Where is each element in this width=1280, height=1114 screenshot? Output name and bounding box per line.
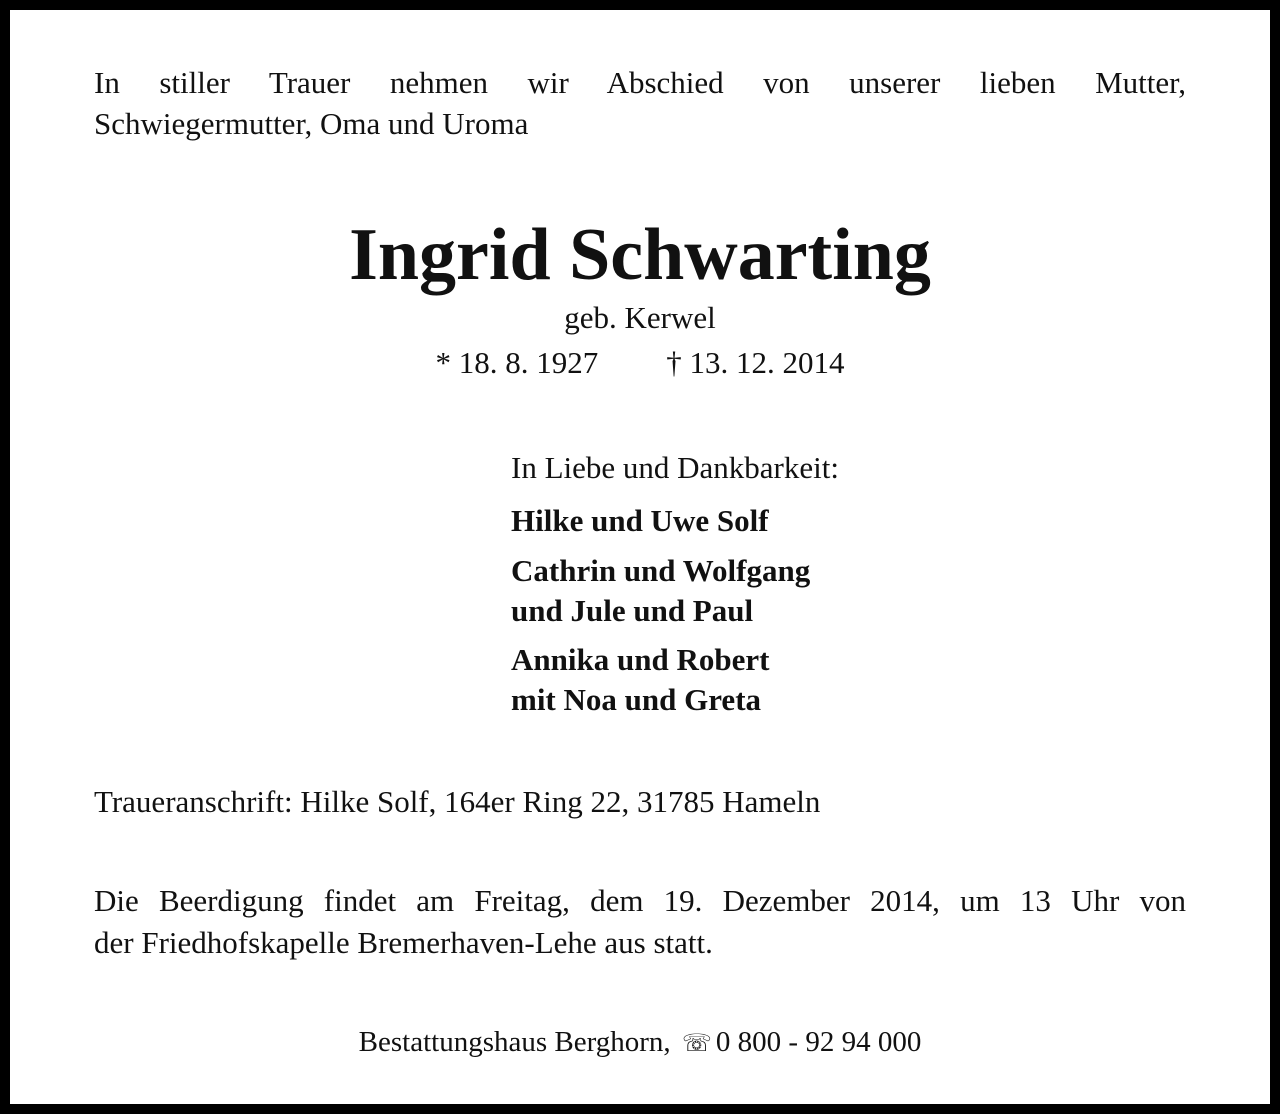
mourner-line: mit Noa und Greta — [511, 682, 762, 717]
intro-line-1: In stiller Trauer nehmen wir Abschied von unserer lieben Mutter, — [94, 65, 1186, 100]
life-dates — [10, 343, 1270, 383]
mourner-line: Hilke und Uwe Solf — [511, 503, 769, 538]
mourner-group — [511, 640, 769, 720]
mourner-group — [511, 501, 769, 541]
funeral-info — [94, 880, 1186, 964]
undertaker-info — [10, 1022, 1270, 1063]
death-date: † 13. 12. 2014 — [666, 345, 845, 380]
funeral-line-1: Die Beerdigung findet am Freitag, dem 19. Dezember 2014, um 13 Uhr von — [94, 883, 1186, 918]
funeral-line-2: der Friedhofskapelle Bremerhaven-Lehe aus statt. — [94, 925, 713, 960]
undertaker-phone: 0 800 - 92 94 000 — [715, 1026, 922, 1058]
mourner-line: Annika und Robert — [511, 642, 770, 677]
mourner-line: und Jule und Paul — [511, 593, 754, 628]
telephone-icon: ☏ — [681, 1029, 712, 1057]
undertaker-name: Bestattungshaus Berghorn, — [358, 1026, 671, 1058]
mourning-address: Traueranschrift: Hilke Solf, 164er Ring 22, 31785 Hameln — [94, 784, 821, 819]
intro-line-2: Schwiegermutter, Oma und Uroma — [94, 106, 529, 141]
mourner-line: Cathrin und Wolfgang — [511, 553, 811, 588]
intro-text — [94, 62, 1186, 144]
birth-date: * 18. 8. 1927 — [435, 345, 599, 380]
deceased-name: Ingrid Schwarting — [349, 214, 931, 296]
maiden-name: geb. Kerwel — [564, 300, 716, 335]
mourner-group — [511, 551, 810, 631]
mourners-heading: In Liebe und Dankbarkeit: — [511, 450, 839, 485]
